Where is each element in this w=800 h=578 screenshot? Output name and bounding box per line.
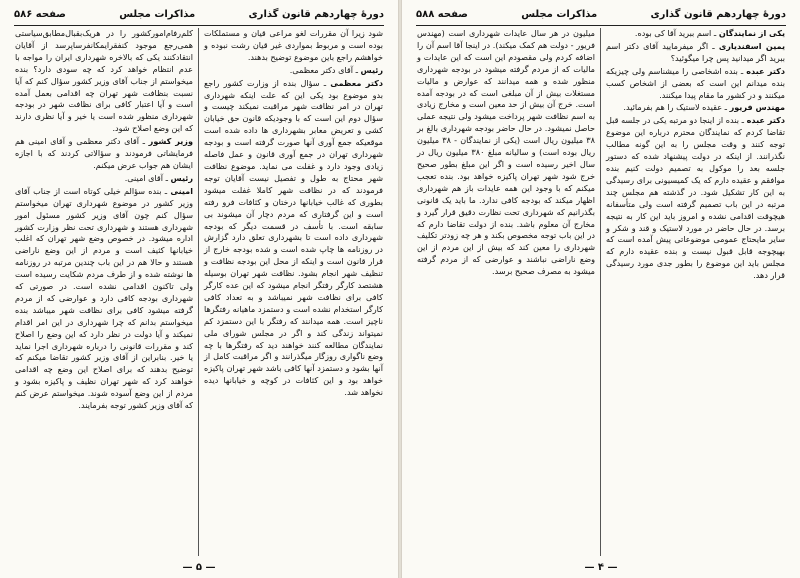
right-column-1	[601, 28, 790, 556]
paragraph: رئیس ـ آقای امینی.	[124, 172, 193, 183]
left-session-title: دورۀ چهاردهم قانون گذاری	[248, 8, 384, 20]
left-header-rule	[14, 25, 384, 26]
speaker-name: وزیر کشور	[148, 136, 193, 147]
paragraph: امینی ـ بنده سؤالم خیلی کوتاه است از جناب آقای وزیر کشور در موضوع شهرداری تهران میخواستم سؤال کنم چون آقای وزیر کشور مسئول امور شهرداری هستند و شهرداری تحت نظر وزارت کشور اداره میشود. در خصوص وضع شهر تهران که اغلب خیابانها کثیف است و مردم از این وضع ناراضی هستند و حالا هم در این باب چندین مرتبه در روزنامه ها نوشته شده و از طرف مردم شکایت رسیده است ولی تاکنون اقدامی نشده است. در صورتی که شهرداری بودجه کافی دارد و عوارضی که از مردم گرفته میشود کافی برای نظافت شهر میباشد بنده میخواستم بدانم که چرا شهرداری در این امر اقدام نمیکند و آیا دولت در نظر دارد که این وضع را اصلاح کند و مقررات قانونی را درباره شهرداری اجرا نماید یا خیر. بنابراین از آقای وزیر کشور تقاضا میکنم که توضیح بدهند که برای اصلاح این وضع چه اقدامی خواهند کرد که شهر تهران نظیف و پاکیزه بشود و مردم از این وضع آسوده شوند. میخواستم عرض کنم که آقای وزیر کشور توجه بفرمایند.	[15, 185, 193, 411]
right-session-title: دورۀ چهاردهم قانون گذاری	[650, 8, 786, 20]
paragraph: دکتر معظمی ـ سؤال بنده از وزارت کشور راجع بدو موضوع بود یکی این که علت اینکه شهرداری تهران در امر نظافت شهر مراقبت نمیکند چیست و سؤال دوم این است که با وجودیکه قانون حق خیابان کشی و تعریض معابر بشهرداری ها داده شده است موقعیکه جمع آوری آنها صورت گرفته است و بودجه شهرداری تهران در جمع آوری قانون و عمل فاصله زیادی وجود دارد و غفلت می نماید. موضوع نظافت شهر محتاج به طول و تفصیل نیست آقایان توجه فرمودند که در نظافت شهر کاملا غفلت میشود بطوری که غالب خیابانها درختان و کثافات فرو رفته است و این گرفتاری که مردم دچار آن میشوند بی سابقه است. با تأسف در قسمت دیگر که بودجه شهرداری داده است تا بشهرداری تعلق دارد گزارش در روزنامه ها چاپ شده است و شده بودجه خارج از قرار قانون است و اینکه از محل این بودجه نظافت و تنظیف شهر انجام بشود. نظافت شهر تهران بوسیله هشتصد کارگر رفتگر انجام میشود که این عده کارگر کافی برای نظافت شهر نمیباشد و به تعداد کافی کارگر استخدام نشده است و دستمزد ماهیانه رفتگرها ناچیز است. همه میدانند که رفتگر با این دستمزد کم نمیتواند زندگی کند و اگر در مجلس شورای ملی نمایندگان مطالعه کنند خواهند دید که رفتگرها با چه وضع ناگواری روزگار میگذرانند و اگر مراقبت کامل از آنها بشود و دستمزد آنها کافی باشد شهر تهران پاکیزه خواهد بود و این کثافات در کوچه و خیابانها دیده نخواهد شد.	[204, 77, 383, 398]
speaker-name: دکتر عبده	[746, 65, 785, 76]
paragraph: یمین اسفندیاری ـ اگر میفرمایید آقای دکتر اسم ببرید اگر میدانید پس چرا میگوئید؟	[606, 40, 785, 63]
left-folio: — ۵ —	[182, 562, 216, 573]
speaker-name: مهندس فریور	[729, 102, 785, 113]
speaker-name: رئیس	[170, 172, 193, 183]
right-page-number: صفحه ۵۸۸	[416, 8, 468, 20]
paragraph: رئیس ـ آقای دکتر معظمی.	[289, 64, 383, 75]
right-folio: — ۴ —	[584, 562, 618, 573]
left-running-header	[14, 6, 384, 22]
paragraph: دکتر عبده ـ بنده از اینجا دو مرتبه یکی در جلسه قبل تقاضا کردم که نمایندگان محترم درباره این موضوع توجه کنند و وقت مجلس را به این گونه مطالب نگذرانند. از اینکه در دولت پیشنهاد شده که دستور جلسه بعد را موکول به تصمیم دولت کنیم بنده موافقم و عقیده دارم که یک کمیسیونی برای رسیدگی به این کار تشکیل شود. در گذشته هم مجلس چند مرتبه در این باب تصمیم گرفته است ولی متأسفانه هیچوقت اقدامی نشده و امروز باید این کار به نتیجه برسد. در حال حاضر در مورد لاستیک و قند و شکر و سایر مایحتاج عمومی موضوعاتی پیش آمده است که بهیچوجه قابل قبول نیست و بنده عقیده دارم که مجلس باید این موضوع را بطور جدی مورد رسیدگی قرار دهد.	[606, 115, 785, 281]
paragraph: دکتر عبده ـ بنده اشخاصی را میشناسم ولی چیزیکه بنده میدانم این است که بعضی از اشخاص کسب میکنند و در کشور ما مقام پیدا میکنند.	[606, 65, 785, 100]
paragraph: میلیون در هر سال عایدات شهرداری است (مهندس فریور - دولت هم کمک میکند). در اینجا آقا اسم آن را اضافه کردم ولی مقصودم این است که این عایدات و مالیات که از مردم گرفته میشود در بودجه شهرداری منظور شده و همه میدانند که عوارض و مالیات مستغلات بیش از آن مبلغی است که در بودجه آمده است. خرج آن بیش از حد معین است و مخارج زیادی به اسم نظافت شهر پرداخت میشود ولی نتیجه عملی حاصل نمیشود. در حال حاضر بودجه شهرداری بالغ بر ۳۸ میلیون ریال است (یکی از نمایندگان - ۳۸ میلیون ریال بوده است) و سالیانه مبلغ ۳۸۰ میلیون ریال در سال اخیر رسیده است و اگر این مبلغ بطور صحیح خرج شود شهر تهران پاکیزه خواهد بود. بنده تعجب میکنم که با وجود این همه عایدات باز هم شهرداری اظهار میکند که بودجه کافی ندارد. ما باید یک قانونی بگذرانیم که شهرداری تحت نظارت دقیق قرار گیرد و مخارج آن معلوم باشد. بنده از دولت تقاضا دارم که در این باب توجه مخصوص بکند و هر چه زودتر تکلیف شهرداری را معین کند که بیش از این مردم از این وضع ناراضی نباشند و عوارضی که از مردم گرفته میشود به مصرف صحیح برسد.	[417, 28, 596, 277]
left-columns	[10, 28, 388, 556]
left-page-number: صفحه ۵۸۶	[14, 8, 66, 20]
left-section-title: مذاکرات مجلس	[119, 8, 196, 20]
paragraph: مهندس فریور ـ عقیده لاستیک را هم بفرمائید.	[623, 102, 785, 113]
speaker-name: امینی	[170, 185, 193, 196]
speaker-name: یکی از نمایندگان	[718, 28, 785, 38]
right-column-2	[412, 28, 601, 556]
right-section-title: مذاکرات مجلس	[521, 8, 598, 20]
right-page	[402, 0, 800, 578]
speaker-name: رئیس	[360, 64, 383, 75]
paragraph: یکی از نمایندگان ـ اسم ببرید آقا کی بوده.	[634, 28, 785, 38]
speaker-name: یمین اسفندیاری	[718, 40, 785, 51]
left-column-2	[10, 28, 199, 556]
speaker-name: دکتر عبده	[746, 115, 785, 126]
right-running-header	[416, 6, 786, 22]
paragraph: شود زیرا آن مقررات لغو مراعی قیان و مستملکات بوده است و مربوط بمواردی غیر قیان رشت نبوده و خواهشم راجع باین موضوع توضیح بدهند.	[204, 28, 383, 62]
speaker-name: دکتر معظمی	[330, 77, 383, 88]
right-columns	[412, 28, 790, 556]
paragraph: وزیر کشور ـ آقای دکتر معظمی و آقای امینی هم فرمایشاتی فرمودند و سؤالاتی کردند که با اجازه ایشان هم جواب عرض میکنم.	[15, 136, 193, 170]
right-header-rule	[416, 25, 786, 26]
left-page	[0, 0, 398, 578]
paragraph: کلم‌رفام‌امور‌کشور را در هریک‌بقبال‌مطابق‌سیاستی‌ همی‌رجع‌ موجود کنفقرایمکانفرسا‌پرسد از آقایان‌ انتقادکنند یکی که بالاخره شهرداری ایران را مواجه با عدم انتظام خواهد کرد که چه سودی دارد؟ بنده میخواستم از جناب آقای وزیر کشور سؤال کنم که آیا نسبت بنظافت شهر تهران چه اقدامی بعمل آمده است و آیا اعتبار کافی برای نظافت شهر در بودجه شهرداری منظور شده است یا خیر و آیا نظری دارند که این وضع اصلاح شود.	[15, 28, 193, 134]
left-column-1	[199, 28, 388, 556]
